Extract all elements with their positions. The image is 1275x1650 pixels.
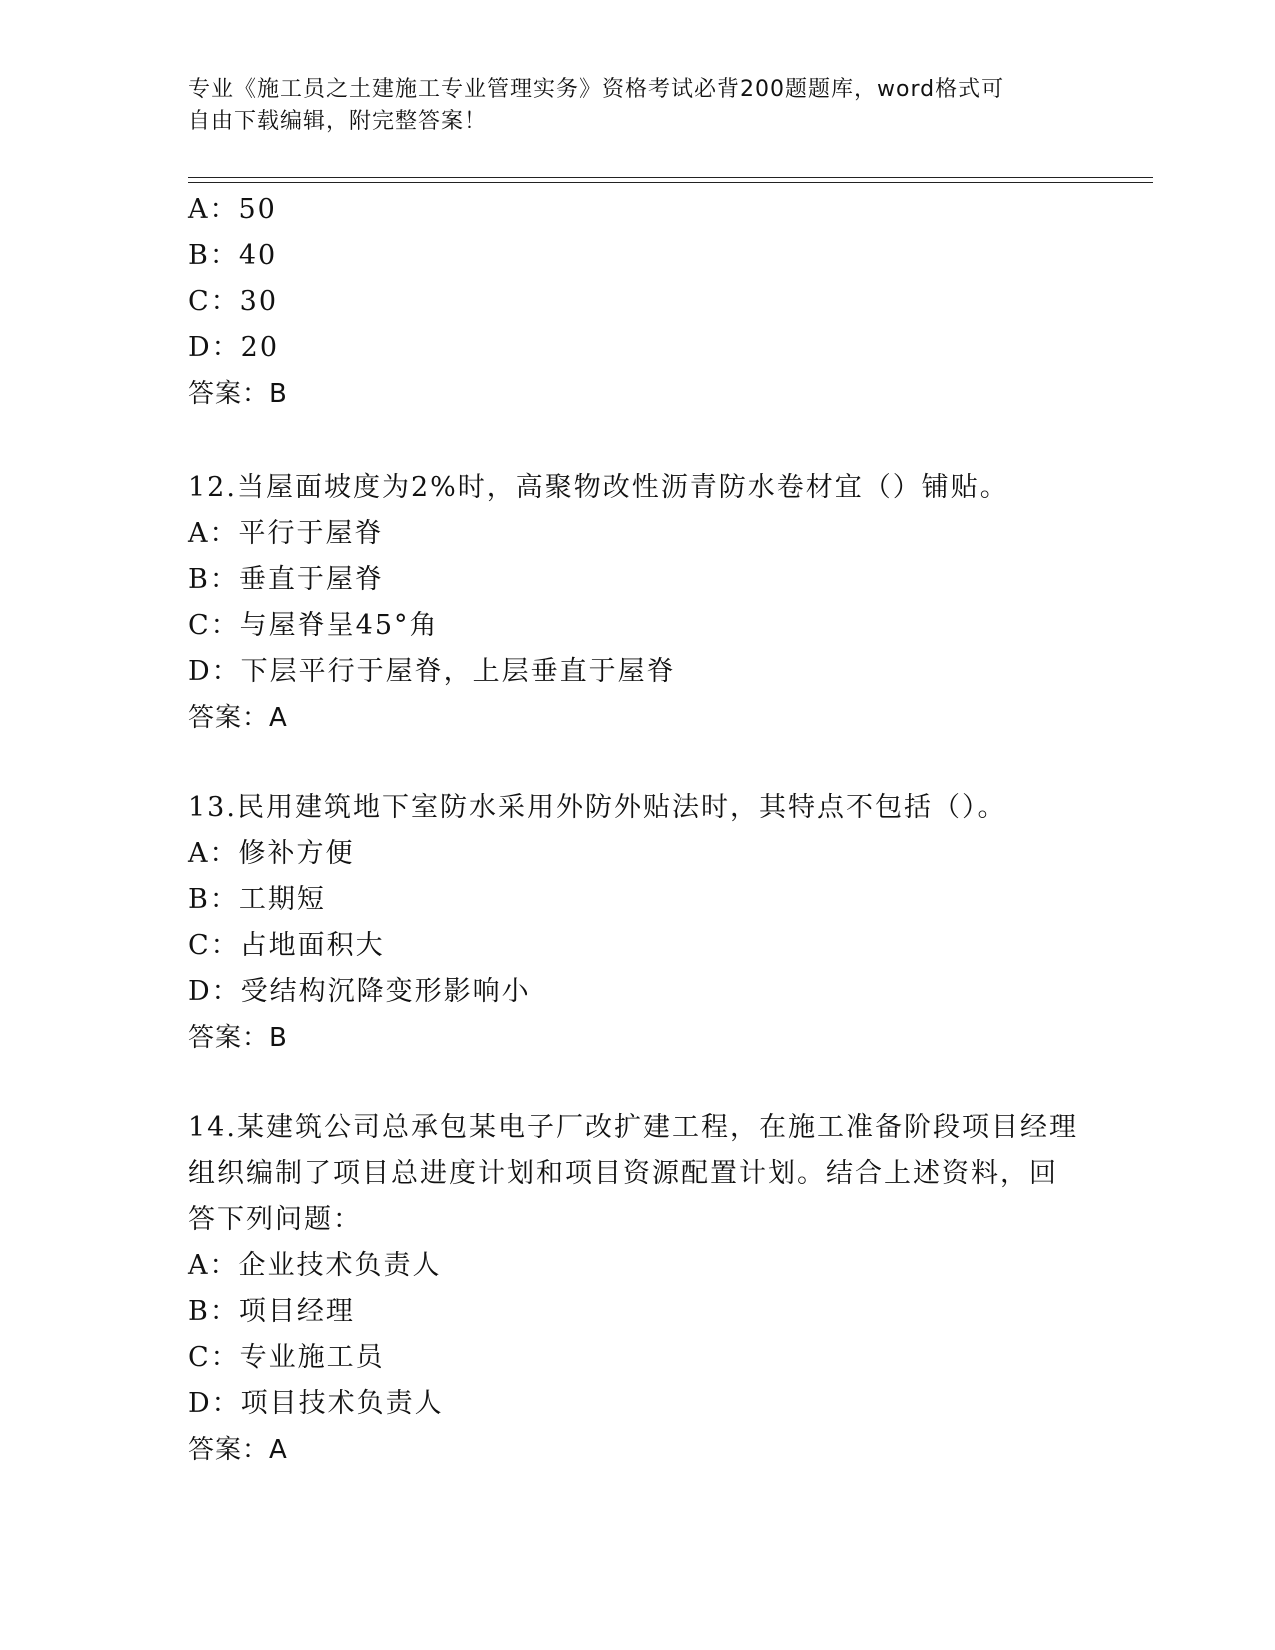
question-11-answer: 答案：B — [188, 379, 288, 409]
document-header — [188, 74, 1068, 138]
question-14-answer: 答案：A — [188, 1435, 288, 1465]
question-13-option-c: C：占地面积大 — [188, 930, 385, 961]
question-14-option-b: B：项目经理 — [188, 1296, 355, 1327]
question-14-stem-line-3: 答下列问题： — [188, 1204, 362, 1235]
question-14-block — [188, 1105, 1088, 1473]
question-11-option-a: A：50 — [188, 194, 277, 225]
header-title-line-2: 自由下载编辑，附完整答案！ — [188, 109, 488, 134]
question-13-block — [188, 785, 1088, 1061]
question-12-option-b: B：垂直于屋脊 — [188, 564, 384, 595]
question-14-option-c: C：专业施工员 — [188, 1342, 385, 1373]
header-divider-top — [188, 177, 1153, 178]
question-12-stem: 12.当屋面坡度为2%时，高聚物改性沥青防水卷材宜（）铺贴。 — [188, 472, 1009, 503]
question-12-option-d: D：下层平行于屋脊，上层垂直于屋脊 — [188, 656, 676, 687]
question-12-block — [188, 465, 1088, 741]
question-14-option-d: D：项目技术负责人 — [188, 1388, 444, 1419]
question-13-option-b: B：工期短 — [188, 884, 326, 915]
question-14-option-a: A：企业技术负责人 — [188, 1250, 442, 1281]
question-13-option-d: D：受结构沉降变形影响小 — [188, 976, 531, 1007]
question-14-stem-line-2: 组织编制了项目总进度计划和项目资源配置计划。结合上述资料，回 — [188, 1158, 1058, 1189]
question-11-option-c: C：30 — [188, 286, 279, 317]
question-13-answer: 答案：B — [188, 1023, 288, 1053]
question-11-option-b: B：40 — [188, 240, 278, 271]
question-13-stem: 13.民用建筑地下室防水采用外防外贴法时，其特点不包括（）。 — [188, 792, 1007, 823]
question-13-option-a: A：修补方便 — [188, 838, 355, 869]
question-12-option-c: C：与屋脊呈45°角 — [188, 610, 439, 641]
question-11-option-d: D：20 — [188, 332, 280, 363]
header-divider-bottom — [188, 182, 1153, 183]
question-14-stem-line-1: 14.某建筑公司总承包某电子厂改扩建工程，在施工准备阶段项目经理 — [188, 1112, 1078, 1143]
question-12-option-a: A：平行于屋脊 — [188, 518, 384, 549]
question-12-answer: 答案：A — [188, 703, 288, 733]
question-11-block — [188, 187, 1088, 417]
header-title-line-1: 专业《施工员之土建施工专业管理实务》资格考试必背200题题库，word格式可 — [188, 77, 1005, 102]
